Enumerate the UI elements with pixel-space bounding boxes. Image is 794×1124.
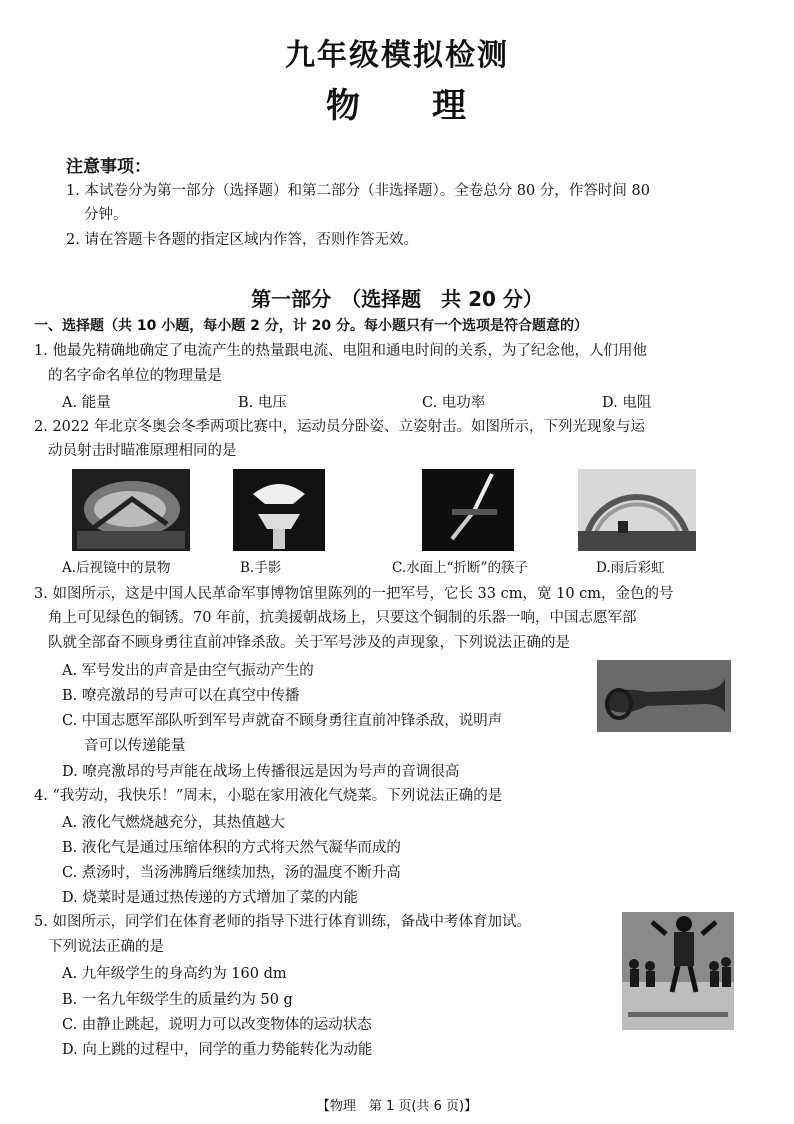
subject-char-1: 物 [326, 86, 362, 126]
q4-option-a: A. 液化气燃烧越充分，其热值越大 [62, 815, 285, 831]
q2-line-1: 2. 2022 年北京冬奥会冬季两项比赛中，运动员分卧姿、立姿射击。如图所示，下列光现象与运 [34, 419, 645, 435]
q1-line-1: 1. 他最先精确地确定了电流产生的热量跟电流、电阻和通电时间的关系，为了纪念他，人们用他 [34, 343, 647, 359]
note-2: 2. 请在答题卡各题的指定区域内作答，否则作答无效。 [66, 232, 418, 248]
q3-option-c-cont: 音可以传递能量 [84, 738, 186, 754]
q2-caption-b: B.手影 [240, 560, 282, 576]
q2-caption-d: D.雨后彩虹 [596, 560, 665, 576]
exam-title: 九年级模拟检测 [285, 38, 509, 73]
bent-chopstick-image [422, 469, 514, 551]
q2-line-2: 动员射击时瞄准原理相同的是 [48, 443, 237, 459]
q1-option-a: A. 能量 [62, 395, 111, 411]
jumping-student-image [622, 912, 734, 1030]
q5-option-a: A. 九年级学生的身高约为 160 dm [62, 966, 287, 982]
q5-option-c: C. 由静止跳起，说明力可以改变物体的运动状态 [62, 1017, 372, 1033]
q2-caption-a: A.后视镜中的景物 [62, 560, 171, 576]
q5-line-2: 下列说法正确的是 [48, 939, 164, 955]
q4-option-d: D. 烧菜时是通过热传递的方式增加了菜的内能 [62, 890, 358, 906]
bugle-image [597, 660, 731, 732]
q2-caption-c: C.水面上“折断”的筷子 [392, 560, 528, 576]
rainbow-image [578, 469, 696, 551]
note-1: 1. 本试卷分为第一部分（选择题）和第二部分（非选择题）。全卷总分 80 分，作答时间 80 [66, 183, 650, 199]
q5-line-1: 5. 如图所示，同学们在体育老师的指导下进行体育训练，备战中考体育加试。 [34, 914, 531, 930]
q4-option-b: B. 液化气是通过压缩体积的方式将天然气凝华而成的 [62, 840, 401, 856]
q5-option-d: D. 向上跳的过程中，同学的重力势能转化为动能 [62, 1042, 373, 1058]
part-heading: 一、选择题（共 10 小题，每小题 2 分，计 20 分。每小题只有一个选项是符合题意的） [34, 318, 588, 334]
q3-line-1: 3. 如图所示，这是中国人民革命军事博物馆里陈列的一把军号，它长 33 cm，宽 10 cm，金色的号 [34, 586, 674, 602]
hand-shadow-image [233, 469, 325, 551]
q1-line-2: 的名字命名单位的物理量是 [48, 368, 222, 384]
q3-option-c: C. 中国志愿军部队听到军号声就奋不顾身勇往直前冲锋杀敌，说明声 [62, 713, 503, 729]
notes-heading: 注意事项： [66, 157, 151, 177]
subject-title [0, 78, 794, 127]
note-1-cont: 分钟。 [84, 207, 128, 223]
q1-option-b: B. 电压 [238, 395, 287, 411]
subject-char-2: 理 [432, 86, 468, 126]
q5-option-b: B. 一名九年级学生的质量约为 50 g [62, 992, 293, 1008]
q3-line-3: 队就全部奋不顾身勇往直前冲锋杀敌。关于军号涉及的声现象，下列说法正确的是 [48, 635, 570, 651]
q4-option-c: C. 煮汤时，当汤沸腾后继续加热，汤的温度不断升高 [62, 865, 401, 881]
section-heading: 第一部分 （选择题 共 20 分） [251, 287, 543, 311]
q3-option-d: D. 嘹亮激昂的号声能在战场上传播很远是因为号声的音调很高 [62, 764, 460, 780]
q1-option-d: D. 电阻 [602, 395, 652, 411]
q3-option-b: B. 嘹亮激昂的号声可以在真空中传播 [62, 688, 300, 704]
page-footer: 【物理 第 1 页(共 6 页)】 [316, 1099, 478, 1114]
q3-line-2: 角上可见绿色的铜锈。70 年前，抗美援朝战场上，只要这个铜制的乐器一响，中国志愿军部 [48, 610, 637, 626]
rearview-mirror-image [72, 469, 190, 551]
q1-option-c: C. 电功率 [422, 395, 486, 411]
q3-option-a: A. 军号发出的声音是由空气振动产生的 [62, 663, 314, 679]
q4-line-1: 4. “我劳动，我快乐！”周末，小聪在家用液化气烧菜。下列说法正确的是 [34, 788, 503, 804]
